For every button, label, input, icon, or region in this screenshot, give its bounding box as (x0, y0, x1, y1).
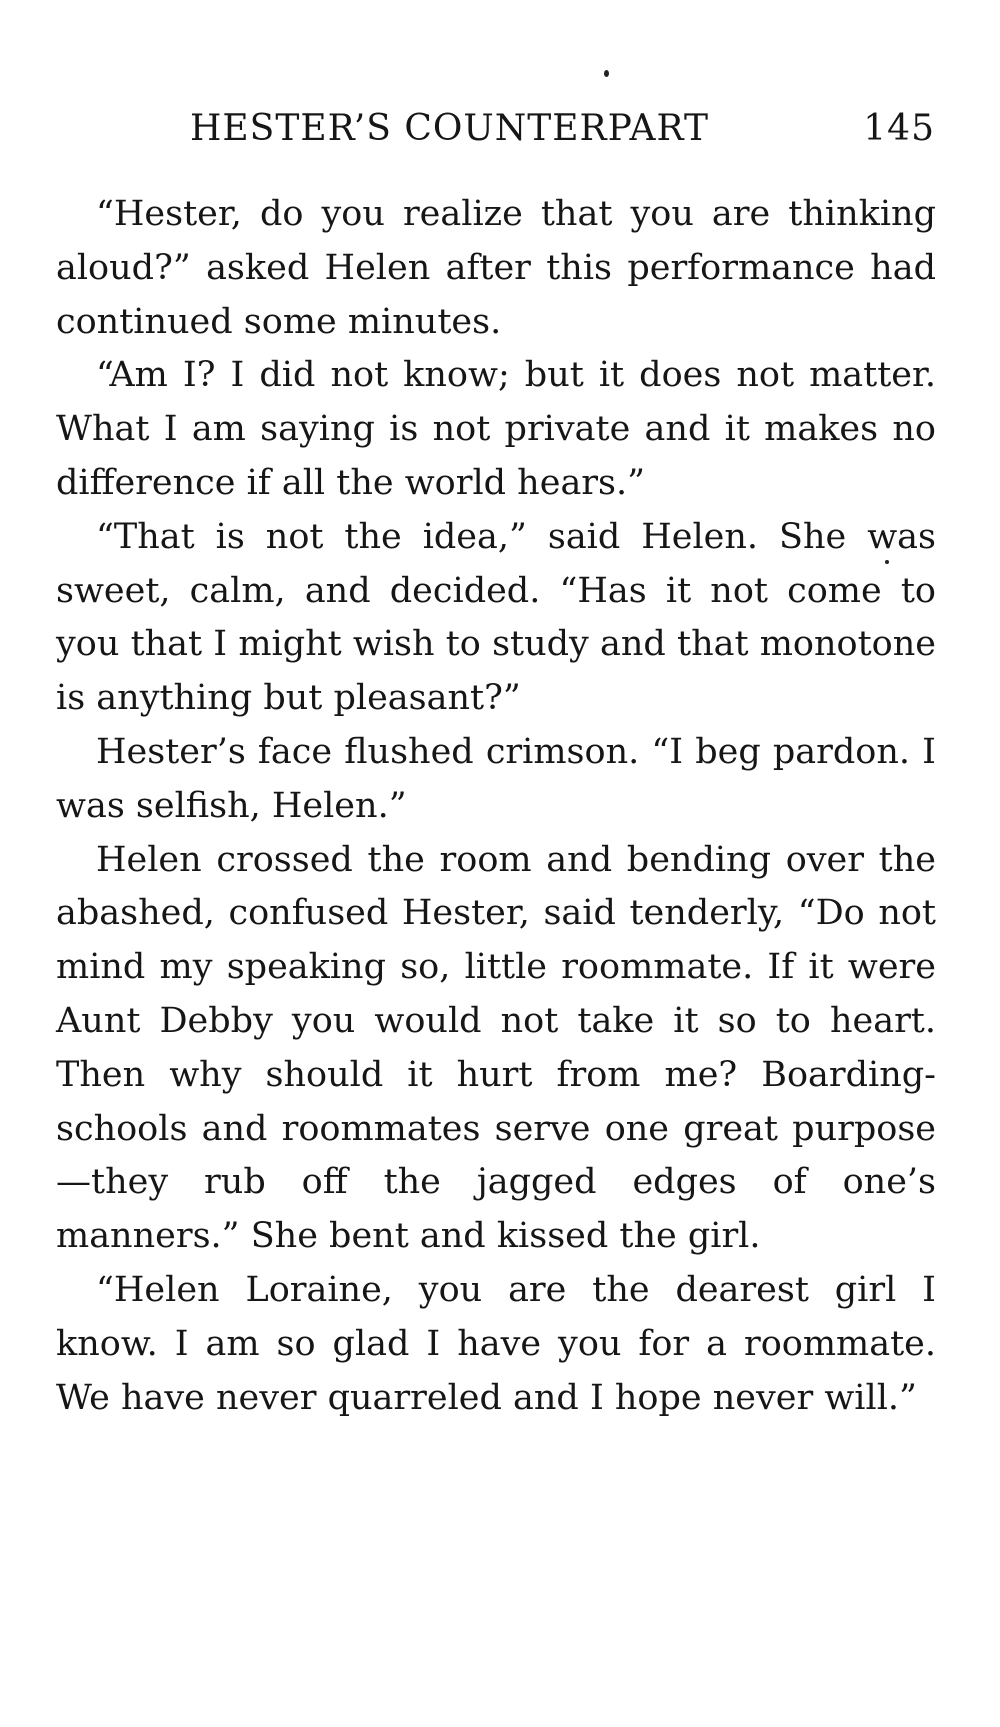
paragraph: “Hester, do you realize that you are thinking aloud?” asked Helen after this performance had continued some minutes. (56, 194, 936, 342)
running-title: HESTER’S COUNTERPART (190, 108, 710, 149)
page-number: 145 (863, 108, 935, 149)
ink-speck (604, 70, 609, 77)
paragraph: Hester’s face flushed crimson. “I beg pardon. I was selfish, Helen.” (56, 731, 936, 826)
paragraph: “That is not the idea,” said Helen. She was sweet, calm, and decided. “Has it not come to you that I might wish to study and that monotone is anything but pleasant?” (56, 516, 936, 719)
body-text (56, 188, 936, 1425)
paragraph: “Helen Loraine, you are the dearest girl I know. I am so glad I have you for a roommate. We have never quarreled and I hope never will.” (56, 1269, 936, 1418)
paragraph: Helen crossed the room and bending over the abashed, confused Hester, said tenderly, “Do not mind my speaking so, little roommate. If it were Aunt Debby you would not take it so to heart. Then why should it hurt from me? Boarding-schools and roommates serve one great purpose—they rub off the jagged edges of one’s manners.” She bent and kissed the girl. (56, 839, 936, 1257)
paragraph: “Am I? I did not know; but it does not matter. What I am saying is not private and it makes no difference if all the world hears.” (56, 355, 936, 503)
